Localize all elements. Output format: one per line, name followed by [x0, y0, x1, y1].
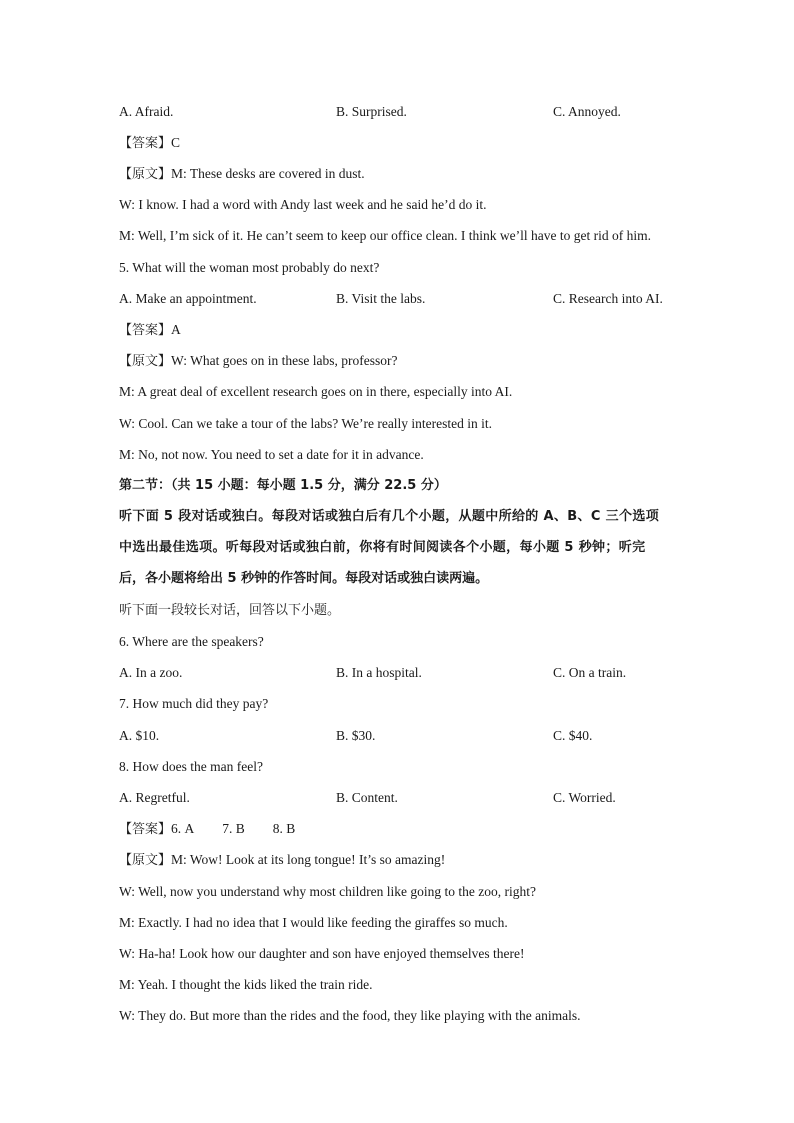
q7-option-b: B. $30. [336, 728, 376, 743]
script-tag: 【原文】 [119, 354, 172, 369]
section-instructions-line-1: 听下面 5 段对话或独白。每段对话或独白后有几个小题，从题中所给的 A、B、C 三个选项 [119, 509, 660, 524]
q4-script-line-2: W: I know. I had a word with Andy last week and he said he’d do it. [119, 197, 487, 212]
q8-question: 8. How does the man feel? [119, 759, 263, 774]
script-text: W: What goes on in these labs, professor? [171, 353, 398, 368]
q5-script-line-1 [119, 352, 397, 371]
q8-option-c: C. Worried. [553, 790, 616, 805]
q6-option-a: A. In a zoo. [119, 665, 183, 680]
q6-question: 6. Where are the speakers? [119, 634, 264, 649]
q8-option-b: B. Content. [336, 790, 398, 805]
answer-tag: 【答案】 [119, 822, 172, 837]
answer-value: A [171, 322, 181, 337]
answer-value-7: 7. B [222, 821, 245, 836]
script-tag: 【原文】 [119, 853, 172, 868]
q6-option-b: B. In a hospital. [336, 665, 422, 680]
q6to8-script-line-5: M: Yeah. I thought the kids liked the train ride. [119, 977, 373, 992]
q5-script-line-4: M: No, not now. You need to set a date for it in advance. [119, 447, 424, 462]
answer-tag: 【答案】 [119, 323, 172, 338]
q5-option-a: A. Make an appointment. [119, 291, 257, 306]
section-instructions-line-3: 后，各小题将给出 5 秒钟的作答时间。每段对话或独白读两遍。 [119, 571, 489, 586]
answer-value: C [171, 135, 181, 150]
section-instructions-line-2: 中选出最佳选项。听每段对话或独白前，你将有时间阅读各个小题，每小题 5 秒钟；听完 [119, 540, 646, 555]
q6to8-answers [119, 820, 295, 839]
q8-option-a: A. Regretful. [119, 790, 190, 805]
q6-option-c: C. On a train. [553, 665, 627, 680]
q5-script-line-2: M: A great deal of excellent research goes on in there, especially into AI. [119, 384, 513, 399]
answer-value-6: 6. A [171, 821, 195, 836]
q6to8-script-line-6: W: They do. But more than the rides and the food, they like playing with the animals. [119, 1008, 581, 1023]
q6to8-script-line-1 [119, 851, 445, 870]
section-intro: 听下面一段较长对话，回答以下小题。 [119, 603, 341, 618]
q6to8-script-line-3: M: Exactly. I had no idea that I would like feeding the giraffes so much. [119, 915, 508, 930]
q5-answer [119, 321, 181, 340]
section-heading: 第二节：（共 15 小题：每小题 1.5 分，满分 22.5 分） [119, 478, 447, 493]
q4-answer [119, 134, 180, 153]
script-tag: 【原文】 [119, 167, 172, 182]
script-text: M: These desks are covered in dust. [171, 166, 365, 181]
q6to8-script-line-2: W: Well, now you understand why most children like going to the zoo, right? [119, 884, 536, 899]
q7-option-a: A. $10. [119, 728, 160, 743]
q4-option-a: A. Afraid. [119, 104, 174, 119]
q4-script-line-1 [119, 165, 365, 184]
answer-value-8: 8. B [272, 821, 296, 836]
script-text: M: Wow! Look at its long tongue! It’s so amazing! [171, 852, 446, 867]
q4-option-b: B. Surprised. [336, 104, 407, 119]
q5-script-line-3: W: Cool. Can we take a tour of the labs? We’re really interested in it. [119, 416, 493, 431]
q4-option-c: C. Annoyed. [553, 104, 621, 119]
q5-option-c: C. Research into AI. [553, 291, 663, 306]
q5-question: 5. What will the woman most probably do next? [119, 260, 380, 275]
q6to8-script-line-4: W: Ha-ha! Look how our daughter and son have enjoyed themselves there! [119, 946, 525, 961]
q7-option-c: C. $40. [553, 728, 593, 743]
answer-tag: 【答案】 [119, 136, 172, 151]
q7-question: 7. How much did they pay? [119, 696, 269, 711]
q4-script-line-3: M: Well, I’m sick of it. He can’t seem to keep our office clean. I think we’ll have to get rid of him. [119, 228, 652, 243]
q5-option-b: B. Visit the labs. [336, 291, 426, 306]
